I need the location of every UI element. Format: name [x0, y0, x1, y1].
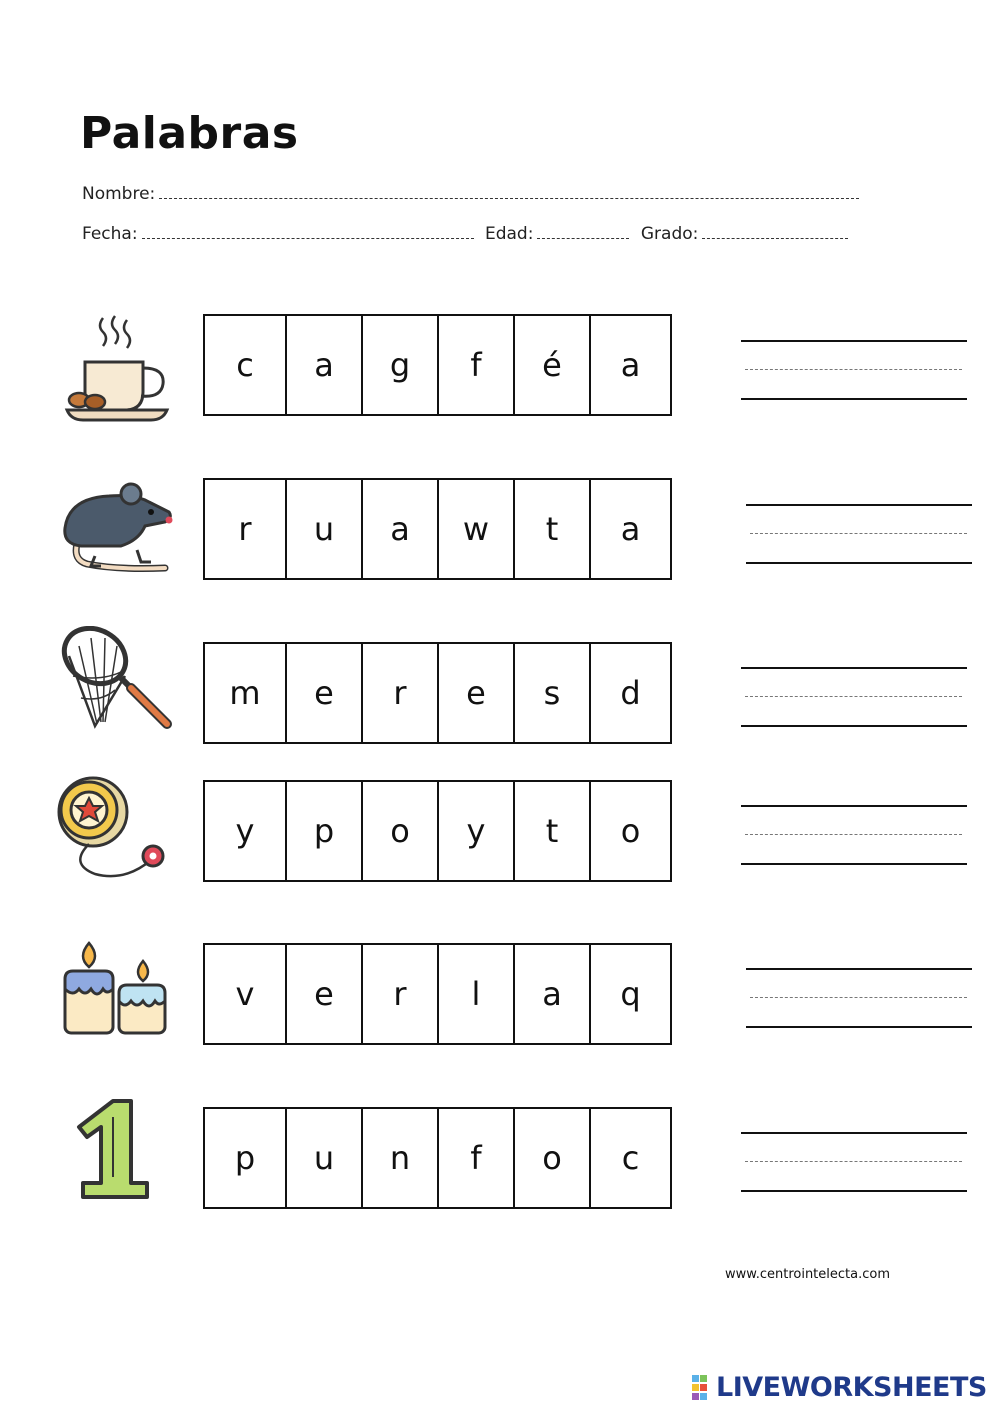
rat-icon: [55, 478, 173, 596]
letter-boxes: [203, 943, 672, 1045]
grade-blank[interactable]: [702, 224, 848, 239]
brand-text: LIVEWORKSHEETS: [716, 1372, 987, 1403]
letter-cell[interactable]: o: [620, 812, 641, 850]
letter-cell[interactable]: p: [205, 1109, 287, 1207]
writing-lines[interactable]: [741, 667, 967, 729]
letter-cell[interactable]: r: [363, 644, 439, 742]
name-label: Nombre:: [82, 184, 156, 204]
letter-cell[interactable]: a: [515, 945, 591, 1043]
letter-cell[interactable]: f: [439, 1109, 515, 1207]
writing-lines[interactable]: [746, 968, 972, 1030]
letter-cell[interactable]: q: [620, 975, 641, 1013]
letter-cell[interactable]: s: [515, 644, 591, 742]
letter-boxes: [203, 1107, 672, 1209]
word-row: [0, 943, 1000, 1045]
writing-lines[interactable]: [746, 504, 972, 566]
word-row: [0, 1107, 1000, 1209]
grade-label: Grado:: [640, 224, 699, 244]
letter-cell[interactable]: a: [287, 316, 363, 414]
letter-cell[interactable]: o: [363, 782, 439, 880]
coffee-cup-icon: [55, 314, 173, 432]
letter-cell[interactable]: é: [515, 316, 591, 414]
letter-cell[interactable]: e: [439, 644, 515, 742]
letter-cell[interactable]: y: [205, 782, 287, 880]
word-row: [0, 780, 1000, 882]
letter-cell[interactable]: u: [287, 480, 363, 578]
letter-cell[interactable]: o: [515, 1109, 591, 1207]
date-age-grade-row: [82, 224, 854, 244]
age-blank[interactable]: [537, 224, 629, 239]
letter-boxes: [203, 780, 672, 882]
letter-cell[interactable]: u: [287, 1109, 363, 1207]
letter-cell[interactable]: e: [287, 945, 363, 1043]
word-row: [0, 314, 1000, 416]
letter-cell[interactable]: c: [621, 1139, 640, 1177]
letter-cell[interactable]: a: [363, 480, 439, 578]
letter-cell[interactable]: d: [620, 674, 641, 712]
word-row: [0, 642, 1000, 744]
writing-lines[interactable]: [741, 1132, 967, 1194]
yoyo-icon: [55, 774, 173, 892]
letter-cell[interactable]: a: [620, 346, 641, 384]
letter-cell[interactable]: e: [287, 644, 363, 742]
date-label: Fecha:: [82, 224, 138, 244]
letter-cell[interactable]: f: [439, 316, 515, 414]
letter-boxes: [203, 314, 672, 416]
letter-cell[interactable]: p: [287, 782, 363, 880]
letter-boxes: [203, 642, 672, 744]
writing-lines[interactable]: [741, 340, 967, 402]
letter-cell[interactable]: a: [620, 510, 641, 548]
candles-icon: [55, 939, 173, 1057]
letter-cell[interactable]: t: [515, 480, 591, 578]
letter-cell[interactable]: n: [363, 1109, 439, 1207]
letter-cell[interactable]: t: [515, 782, 591, 880]
letter-cell[interactable]: g: [363, 316, 439, 414]
letter-boxes: [203, 478, 672, 580]
letter-cell[interactable]: y: [439, 782, 515, 880]
footer-url: www.centrointelecta.com: [725, 1267, 890, 1282]
name-field-row: [82, 184, 865, 204]
word-row: [0, 478, 1000, 580]
name-blank[interactable]: [159, 184, 859, 199]
letter-cell[interactable]: r: [363, 945, 439, 1043]
liveworksheets-logo-icon: [692, 1375, 716, 1401]
letter-cell[interactable]: r: [205, 480, 287, 578]
number-one-icon: [55, 1097, 173, 1215]
letter-cell[interactable]: c: [205, 316, 287, 414]
letter-cell[interactable]: w: [439, 480, 515, 578]
liveworksheets-logo: [692, 1372, 987, 1403]
worksheet-title: Palabras: [80, 108, 299, 159]
writing-lines[interactable]: [741, 805, 967, 867]
date-blank[interactable]: [142, 224, 474, 239]
letter-cell[interactable]: m: [205, 644, 287, 742]
age-label: Edad:: [484, 224, 534, 244]
butterfly-net-icon: [55, 626, 173, 744]
letter-cell[interactable]: l: [439, 945, 515, 1043]
letter-cell[interactable]: v: [205, 945, 287, 1043]
